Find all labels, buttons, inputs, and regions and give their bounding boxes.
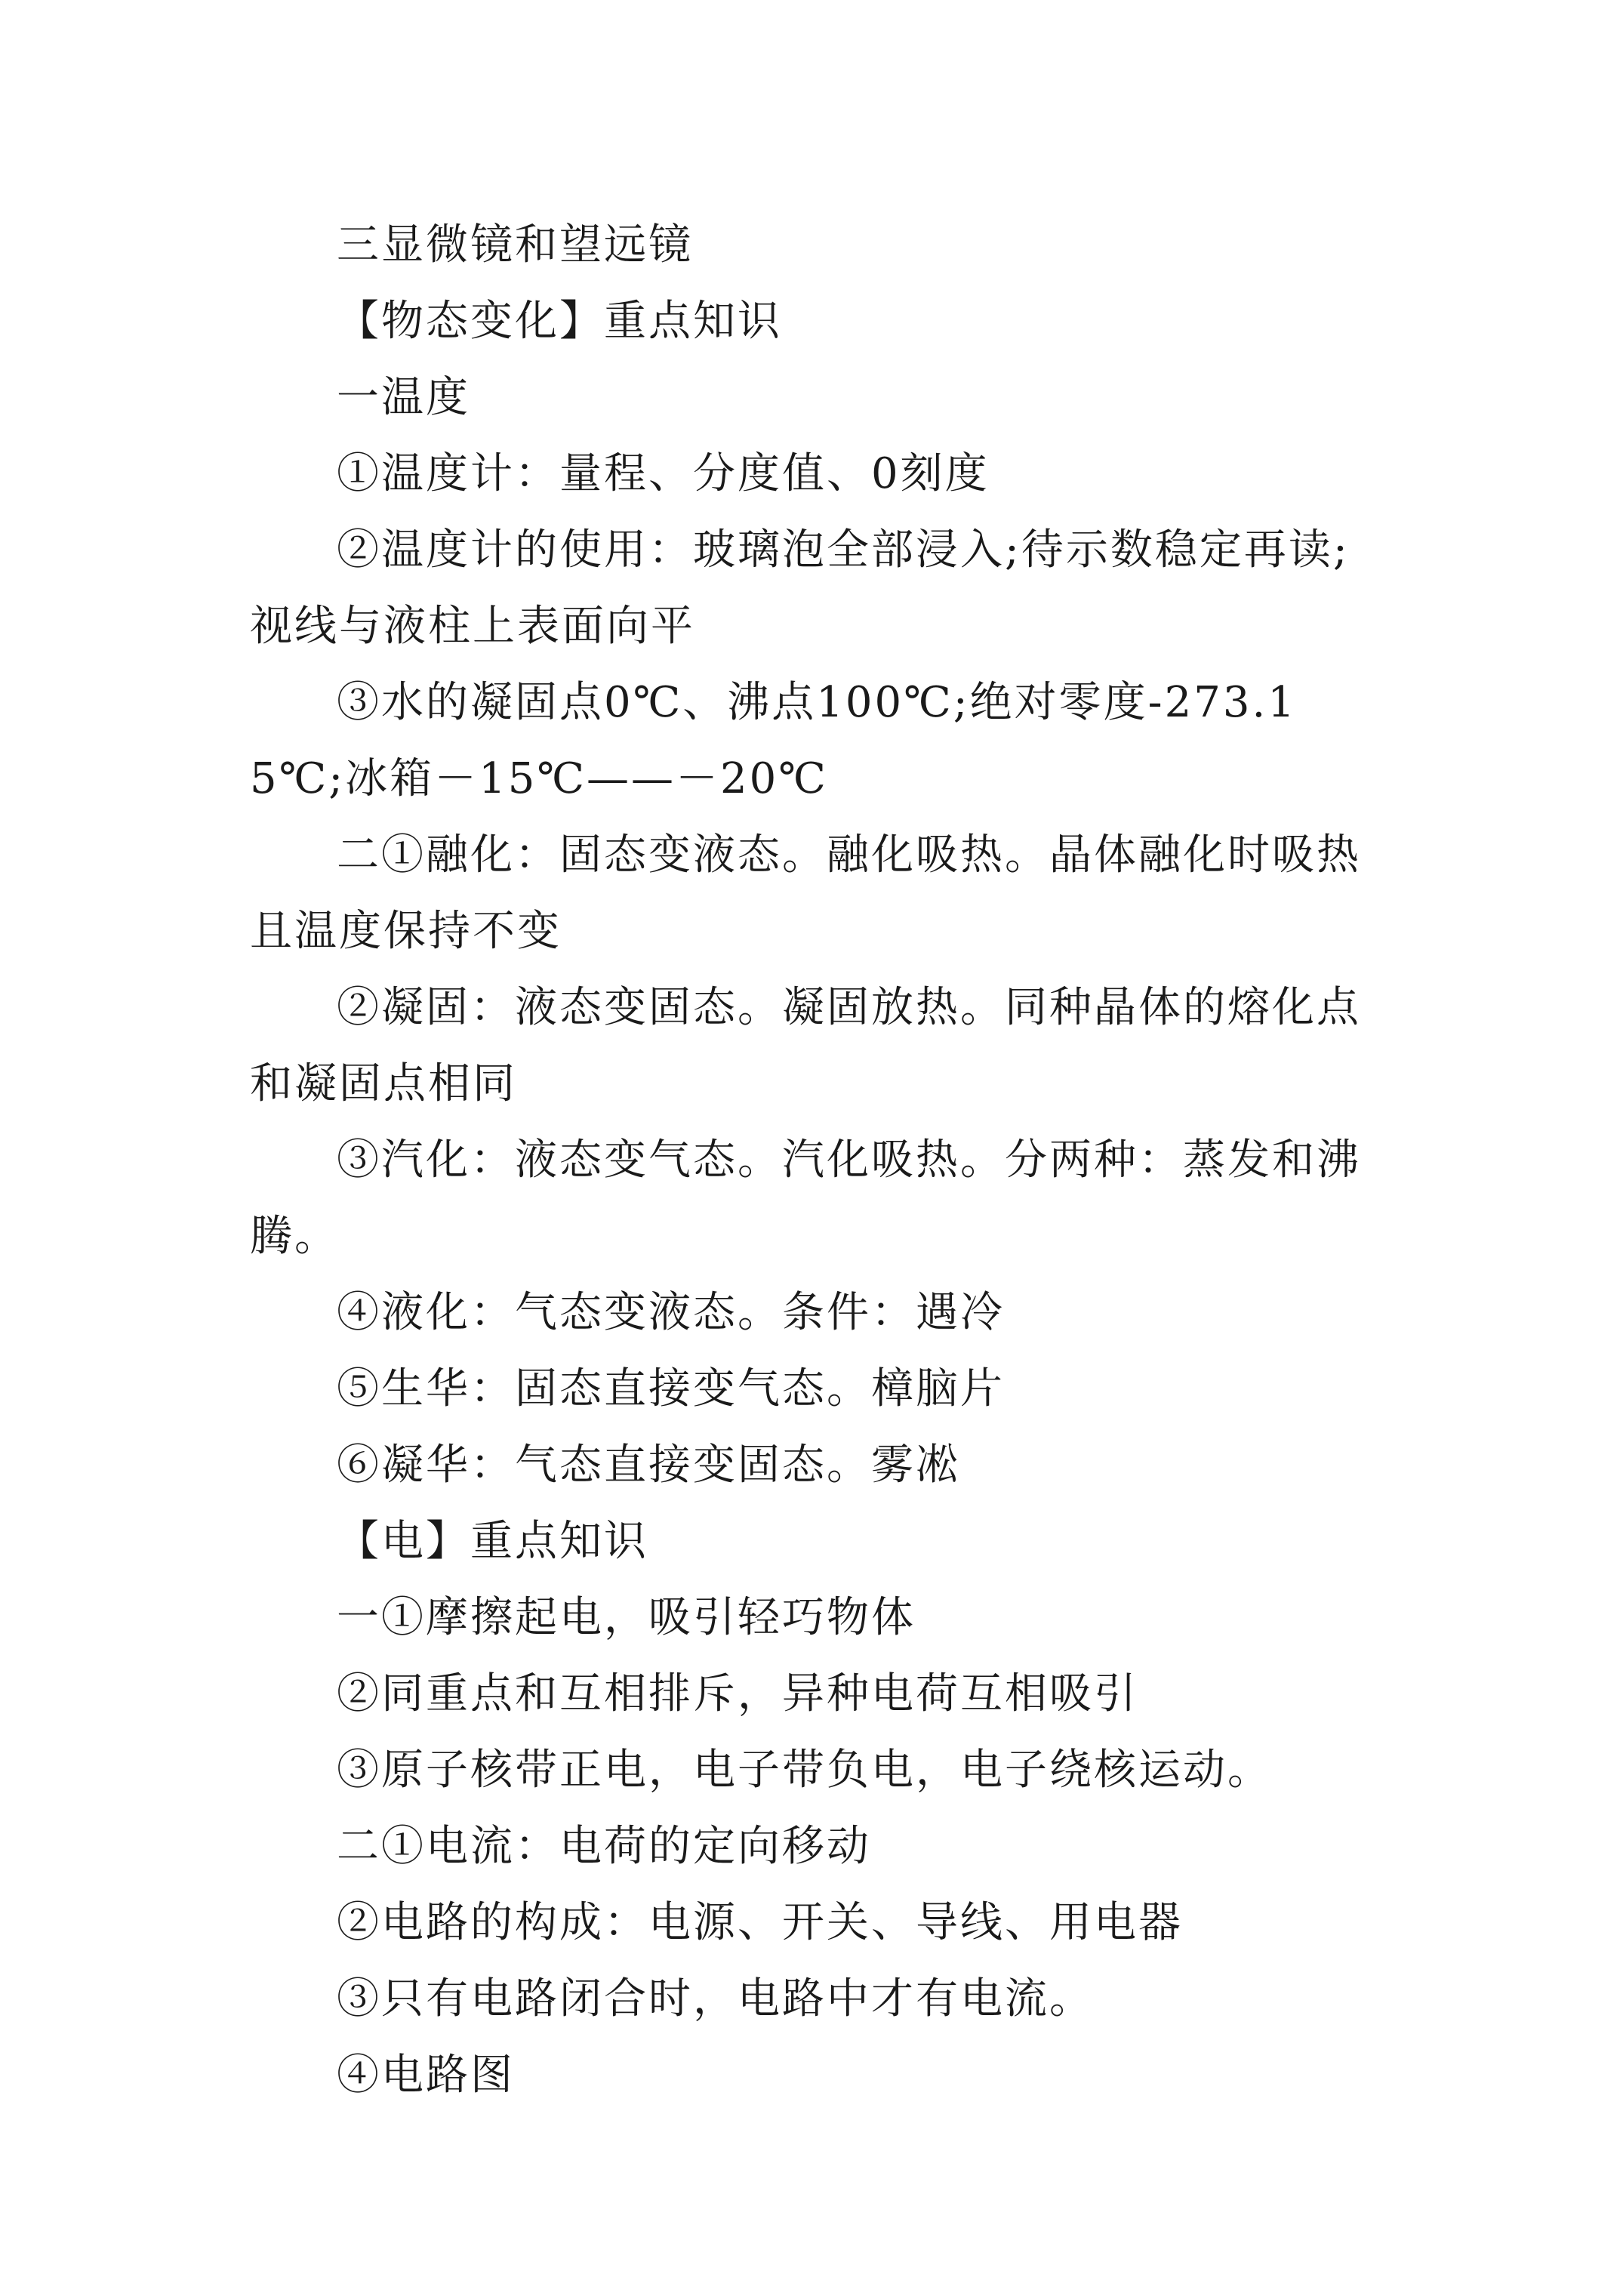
subheading-temperature: 一温度: [337, 373, 470, 422]
paragraph: ④电路图: [337, 2051, 515, 2100]
paragraph: ①温度计：量程、分度值、0刻度: [337, 449, 990, 498]
paragraph: 二①融化：固态变液态。融化吸热。晶体融化时吸热且温度保持不变: [250, 831, 1361, 956]
paragraph: ③只有电路闭合时，电路中才有电流。: [337, 1974, 1094, 2023]
paragraph: ③汽化：液态变气态。汽化吸热。分两种：蒸发和沸腾。: [250, 1136, 1361, 1261]
paragraph: ⑥凝华：气态直接变固态。雾凇: [337, 1441, 960, 1490]
heading-microscope-telescope: 三显微镜和望远镜: [337, 220, 693, 270]
paragraph: ⑤生华：固态直接变气态。樟脑片: [337, 1364, 1005, 1413]
paragraph: ③原子核带正电，电子带负电，电子绕核运动。: [337, 1746, 1272, 1795]
paragraph: ④液化：气态变液态。条件：遇冷: [337, 1288, 1005, 1337]
paragraph: 二①电流：电荷的定向移动: [337, 1822, 871, 1871]
paragraph: ②凝固：液态变固态。凝固放热。同种晶体的熔化点和凝固点相同: [250, 983, 1361, 1108]
paragraph: 一①摩擦起电，吸引轻巧物体: [337, 1593, 916, 1642]
body-text: [250, 207, 1382, 2113]
paragraph: ③水的凝固点0℃、沸点100℃;绝对零度-273.15℃;冰箱－15℃——－20℃: [250, 678, 1297, 803]
paragraph: ②同重点和互相排斥，异种电荷互相吸引: [337, 1669, 1138, 1718]
paragraph: ②温度计的使用：玻璃泡全部浸入;待示数稳定再读;视线与液柱上表面向平: [250, 525, 1350, 651]
paragraph: ②电路的构成：电源、开关、导线、用电器: [337, 1898, 1183, 1947]
section-title-electricity: 【电】重点知识: [337, 1517, 648, 1566]
section-title-state-changes: 【物态变化】重点知识: [337, 297, 782, 346]
